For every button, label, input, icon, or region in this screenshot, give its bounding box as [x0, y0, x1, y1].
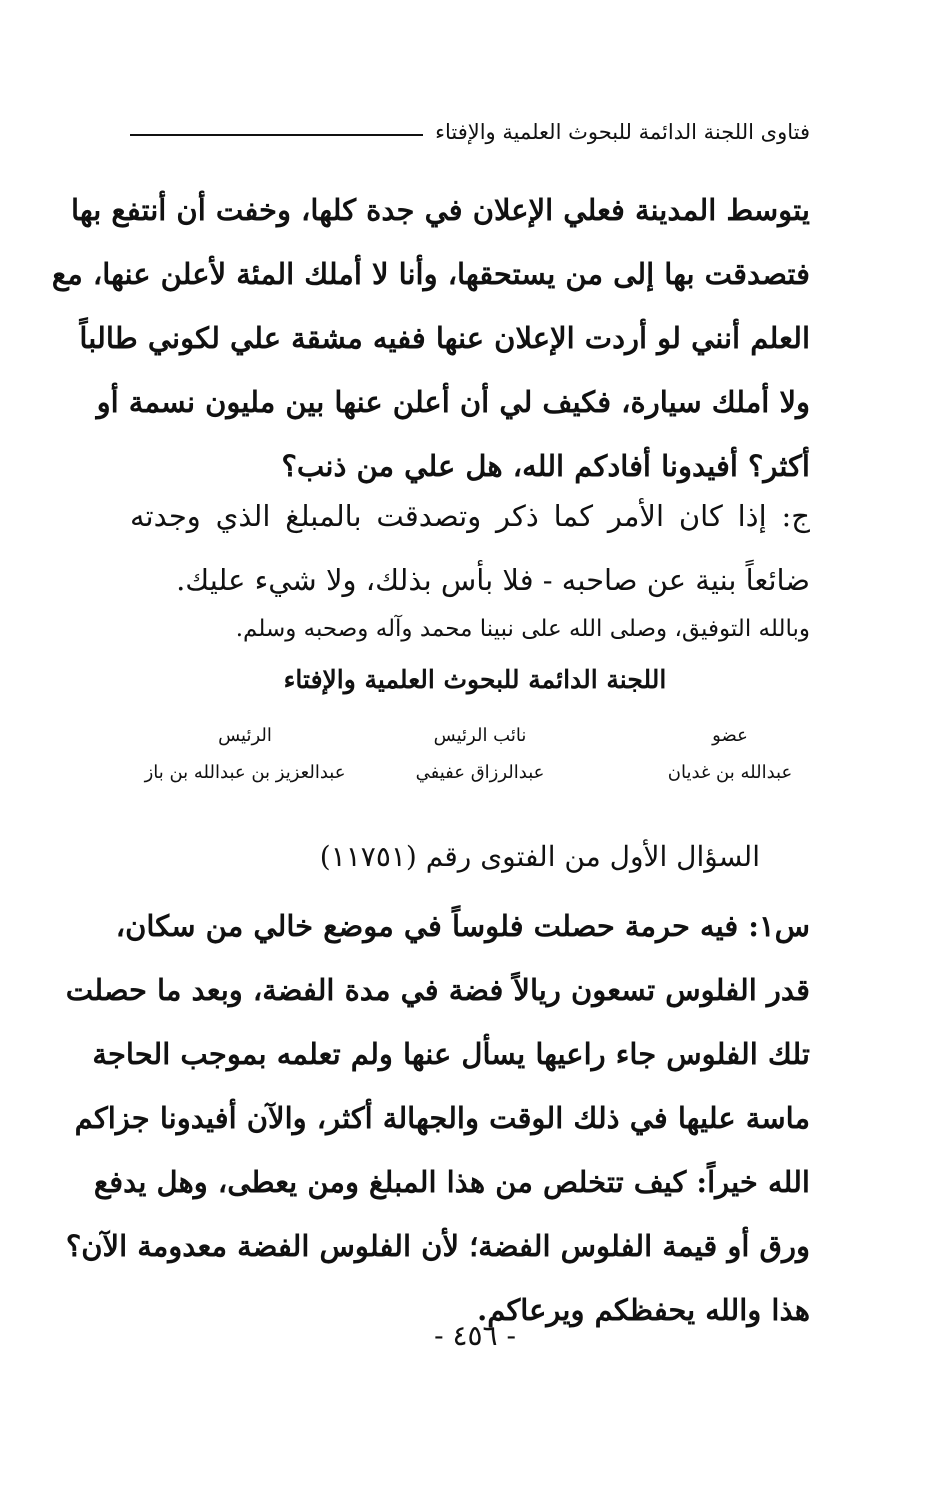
signatory-role: عضو: [712, 725, 748, 746]
question-2-line: تلك الفلوس جاء راعيها يسأل عنها ولم تعلمه بموجب الحاجة: [92, 1037, 810, 1071]
signatory-member: [610, 722, 850, 788]
signatory-vice-president: [360, 722, 600, 788]
signatory-role: الرئيس: [218, 725, 272, 746]
page-number: - ٤٥٦ -: [434, 1319, 516, 1352]
answer-1: [130, 484, 810, 612]
signatory-name: عبدالله بن غديان: [667, 762, 793, 783]
signatory-name: عبدالرزاق عفيفي: [415, 762, 545, 783]
question-2-line: قدر الفلوس تسعون ريالاً فضة في مدة الفضة، وبعد ما حصلت: [65, 973, 810, 1007]
question-2-line: ورق أو قيمة الفلوس الفضة؛ لأن الفلوس الفضة معدومة الآن؟: [65, 1229, 810, 1263]
question-2-line: الله خيراً: كيف تتخلص من هذا المبلغ ومن يعطى، وهل يدفع: [93, 1165, 810, 1199]
question-2-line: ماسة عليها في ذلك الوقت والجهالة أكثر، والآن أفيدونا جزاكم: [74, 1101, 810, 1135]
fatwa-heading: السؤال الأول من الفتوى رقم (١١٧٥١): [319, 840, 760, 873]
question-1-line: أكثر؟ أفيدونا أفادكم الله، هل علي من ذنب؟: [281, 449, 810, 483]
header-rule: [130, 134, 423, 136]
answer-1-line: ج: إذا كان الأمر كما ذكر وتصدقت بالمبلغ الذي وجدته: [130, 499, 810, 533]
question-1-line: يتوسط المدينة فعلي الإعلان في جدة كلها، وخفت أن أنتفع بها: [70, 193, 810, 227]
question-2-line: س١: فيه حرمة حصلت فلوساً في موضع خالي من سكان،: [115, 909, 810, 943]
committee-title: اللجنة الدائمة للبحوث العلمية والإفتاء: [283, 665, 667, 694]
running-header: [130, 112, 810, 152]
closing-formula: وبالله التوفيق، وصلى الله على نبينا محمد وآله وصحبه وسلم.: [235, 616, 810, 642]
question-1-line: العلم أنني لو أردت الإعلان عنها ففيه مشقة علي لكوني طالباً: [79, 321, 810, 355]
signatories: [130, 722, 810, 792]
question-2: [65, 894, 810, 1342]
running-title: فتاوى اللجنة الدائمة للبحوث العلمية والإفتاء: [435, 120, 810, 144]
question-1-line: ولا أملك سيارة، فكيف لي أن أعلن عنها بين مليون نسمة أو: [96, 385, 810, 419]
signatory-role: نائب الرئيس: [433, 725, 527, 746]
question-2-line: هذا والله يحفظكم ويرعاكم.: [477, 1293, 810, 1327]
signatory-president: [120, 722, 370, 788]
signatory-name: عبدالعزيز بن عبدالله بن باز: [144, 762, 346, 783]
answer-1-line: ضائعاً بنية عن صاحبه - فلا بأس بذلك، ولا شيء عليك.: [176, 563, 810, 597]
question-1-continuation: [51, 178, 810, 498]
question-1-line: فتصدقت بها إلى من يستحقها، وأنا لا أملك المئة لأعلن عنها، مع: [51, 257, 810, 291]
